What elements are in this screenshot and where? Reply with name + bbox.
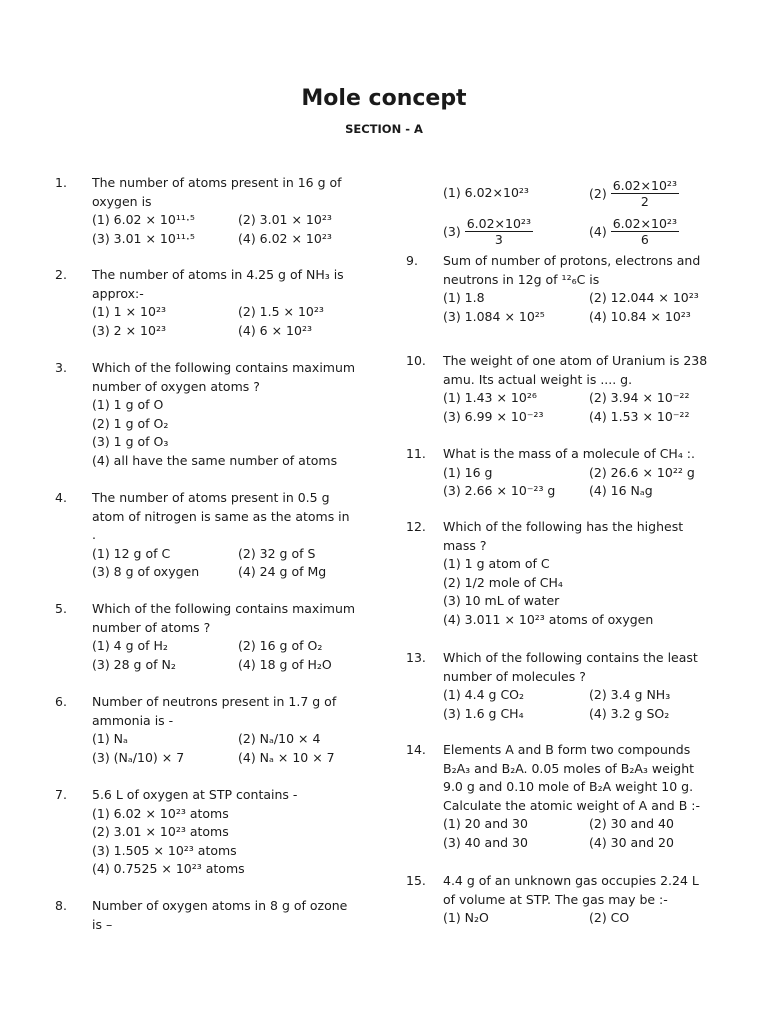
option-row: [92, 230, 412, 249]
answer-option: (3) 8 g of oxygen: [92, 564, 200, 579]
question-body: [92, 266, 412, 340]
question-body: [443, 872, 763, 928]
question-body: [443, 741, 763, 852]
option-row: [443, 482, 763, 501]
question-text-line: (2) 3.01 × 10²³ atoms: [92, 824, 229, 839]
question-text-line: The number of atoms present in 16 g of: [92, 175, 342, 190]
answer-option: (2) 3.94 × 10⁻²²: [589, 390, 690, 405]
question-text-line: (3) 10 mL of water: [443, 593, 560, 608]
question-text-line: 5.6 L of oxygen at STP contains -: [92, 787, 298, 802]
question-text-line: number of molecules ?: [443, 668, 586, 684]
question-body: [443, 518, 763, 629]
answer-option: (2) 1.5 × 10²³: [238, 304, 324, 319]
question-text-line: is –: [92, 916, 113, 932]
question-text-line: 9.0 g and 0.10 mole of B₂A weight 10 g.: [443, 779, 694, 794]
answer-option: (3) 40 and 30: [443, 834, 528, 850]
fraction-denominator: 6: [640, 232, 649, 247]
answer-option: (4) 10.84 × 10²³: [589, 308, 691, 324]
question-text-line: Which of the following contains maximum: [92, 601, 356, 616]
question-text-line: (1) 6.02 × 10²³ atoms: [92, 805, 229, 821]
option-row: [443, 308, 763, 327]
option-row: [92, 730, 412, 749]
question-text-line: (4) 3.011 × 10²³ atoms of oxygen: [443, 611, 654, 627]
option-row: [92, 545, 412, 564]
question-text-line: The number of atoms present in 0.5 g: [92, 490, 330, 505]
question-number: 2.: [55, 267, 67, 282]
question-number: 12.: [406, 519, 426, 534]
question-number: 14.: [406, 742, 426, 757]
option-row: [443, 834, 763, 853]
page-title: Mole concept: [301, 86, 467, 111]
answer-option: (4) 1.53 × 10⁻²²: [589, 408, 690, 424]
question-text-line: mass ?: [443, 537, 487, 553]
question-text-line: amu. Its actual weight is .... g.: [443, 371, 633, 387]
question-text-line: Which of the following contains the least: [443, 650, 698, 665]
question-number: 13.: [406, 650, 426, 665]
question-number: 15.: [406, 873, 426, 888]
answer-option: (2) 32 g of S: [238, 545, 316, 561]
fraction-numerator: 6.02×10²³: [612, 178, 677, 193]
section-heading: SECTION - A: [345, 122, 423, 136]
answer-option: (1) 12 g of C: [92, 545, 171, 561]
q8-option-1: (1) 6.02×10²³: [443, 185, 529, 200]
question-text-line: of volume at STP. The gas may be :-: [443, 891, 668, 907]
question-number: 4.: [55, 490, 67, 505]
question-text-line: Elements A and B form two compounds: [443, 742, 691, 757]
question-body: [92, 897, 412, 934]
answer-option: (2) 12.044 × 10²³: [589, 290, 699, 305]
fraction-denominator: 3: [494, 232, 503, 247]
question-text-line: Sum of number of protons, electrons and: [443, 253, 701, 268]
question-text-line: .: [92, 527, 96, 542]
answer-option: (1) 20 and 30: [443, 816, 528, 831]
question-text-line: approx:-: [92, 285, 144, 301]
question-text-line: Calculate the atomic weight of A and B :-: [443, 797, 700, 813]
question-text-line: The weight of one atom of Uranium is 238: [443, 353, 708, 368]
question-number: 6.: [55, 694, 67, 709]
question-text-line: neutrons in 12g of ¹²₆C is: [443, 271, 600, 287]
answer-option: (1) 4 g of H₂: [92, 638, 168, 653]
answer-option: (4) 24 g of Mg: [238, 564, 327, 579]
answer-option: (2) 26.6 × 10²² g: [589, 464, 695, 480]
question-text-line: number of oxygen atoms ?: [92, 378, 260, 394]
option-row: [443, 909, 763, 928]
option-row: [92, 303, 412, 322]
question-body: [92, 600, 412, 674]
answer-option: (1) Nₐ: [92, 731, 128, 746]
answer-option: (1) 1 × 10²³: [92, 304, 166, 319]
option-row: [443, 408, 763, 427]
question-text-line: (2) 1/2 mole of CH₄: [443, 574, 563, 590]
question-text-line: The number of atoms in 4.25 g of NH₃ is: [92, 267, 344, 282]
option-row: [443, 705, 763, 724]
option-row: [92, 211, 412, 230]
answer-option: (3) 1.084 × 10²⁵: [443, 308, 545, 324]
option-row: [92, 749, 412, 768]
fraction-numerator: 6.02×10²³: [466, 216, 531, 231]
option-row: [92, 656, 412, 675]
answer-option: (1) N₂O: [443, 910, 489, 925]
question-text-line: atom of nitrogen is same as the atoms in: [92, 508, 350, 524]
question-text-line: Which of the following has the highest: [443, 519, 684, 534]
answer-option: (4) 16 Nₐg: [589, 483, 653, 498]
question-text-line: (4) 0.7525 × 10²³ atoms: [92, 861, 245, 876]
question-number: 10.: [406, 353, 426, 368]
answer-option: (1) 1.8: [443, 290, 485, 305]
question-text-line: (2) 1 g of O₂: [92, 415, 169, 431]
option-row: [443, 686, 763, 705]
answer-option: (4) 30 and 20: [589, 834, 674, 850]
option-row: [92, 563, 412, 582]
option-row: [443, 815, 763, 834]
question-text-line: number of atoms ?: [92, 619, 211, 635]
question-text-line: What is the mass of a molecule of CH₄ :.: [443, 446, 695, 461]
question-body: [92, 786, 412, 879]
answer-option: (1) 6.02 × 10¹¹·⁵: [92, 212, 195, 227]
question-number: 11.: [406, 446, 426, 461]
answer-option: (2) 30 and 40: [589, 816, 674, 831]
question-body: [443, 252, 763, 326]
question-text-line: (3) 1 g of O₃: [92, 434, 169, 449]
answer-option: (2) 3.01 × 10²³: [238, 212, 332, 227]
question-body: [92, 359, 412, 470]
question-body: [443, 445, 763, 501]
answer-option: (1) 16 g: [443, 464, 493, 480]
question-text-line: oxygen is: [92, 193, 152, 209]
answer-option: (2) 16 g of O₂: [238, 638, 323, 653]
question-text-line: Which of the following contains maximum: [92, 360, 356, 375]
question-text-line: (3) 1.505 × 10²³ atoms: [92, 842, 237, 858]
fraction-numerator: 6.02×10²³: [612, 216, 677, 231]
q8-option-4: (4) $\frac{\text{6.02×10²³}}{6}$: [589, 216, 677, 247]
option-row: [443, 289, 763, 308]
question-text-line: (1) 1 g of O: [92, 397, 164, 412]
answer-option: (3) 2 × 10²³: [92, 322, 166, 338]
answer-option: (1) 4.4 g CO₂: [443, 687, 525, 702]
option-row: [443, 389, 763, 408]
question-body: [92, 489, 412, 582]
question-text-line: 4.4 g of an unknown gas occupies 2.24 L: [443, 873, 699, 888]
answer-option: (2) 3.4 g NH₃: [589, 687, 671, 702]
answer-option: (2) CO: [589, 910, 630, 925]
question-body: [92, 174, 412, 248]
question-body: [92, 693, 412, 767]
answer-option: (4) 3.2 g SO₂: [589, 705, 670, 721]
answer-option: (3) 6.99 × 10⁻²³: [443, 408, 544, 424]
answer-option: (3) (Nₐ/10) × 7: [92, 749, 185, 765]
answer-option: (4) 6 × 10²³: [238, 322, 312, 338]
question-text-line: (4) all have the same number of atoms: [92, 452, 338, 468]
question-body: [443, 352, 763, 426]
answer-option: (3) 3.01 × 10¹¹·⁵: [92, 230, 195, 246]
answer-option: (4) 6.02 × 10²³: [238, 230, 332, 246]
option-row: [92, 637, 412, 656]
question-text-line: B₂A₃ and B₂A. 0.05 moles of B₂A₃ weight: [443, 760, 695, 776]
answer-option: (2) Nₐ/10 × 4: [238, 731, 321, 746]
answer-option: (3) 2.66 × 10⁻²³ g: [443, 483, 556, 498]
answer-option: (3) 1.6 g CH₄: [443, 705, 524, 721]
question-body: [443, 649, 763, 723]
question-number: 7.: [55, 787, 67, 802]
q8-option-2: (2) $\frac{\text{6.02×10²³}}{2}$: [589, 178, 677, 209]
answer-option: (1) 1.43 × 10²⁶: [443, 390, 537, 405]
option-row: [92, 322, 412, 341]
question-number: 5.: [55, 601, 67, 616]
option-row: [443, 464, 763, 483]
question-number: 8.: [55, 898, 67, 913]
answer-option: (3) 28 g of N₂: [92, 656, 176, 672]
answer-option: (4) 18 g of H₂O: [238, 656, 332, 672]
question-text-line: Number of neutrons present in 1.7 g of: [92, 694, 337, 709]
question-text-line: ammonia is -: [92, 712, 174, 728]
answer-option: (4) Nₐ × 10 × 7: [238, 749, 335, 765]
question-number: 3.: [55, 360, 67, 375]
question-number: 9.: [406, 253, 418, 268]
question-number: 1.: [55, 175, 67, 190]
q8-option-3: (3) $\frac{\text{6.02×10²³}}{3}$: [443, 216, 531, 247]
question-text-line: (1) 1 g atom of C: [443, 556, 550, 571]
fraction-denominator: 2: [640, 194, 649, 209]
question-text-line: Number of oxygen atoms in 8 g of ozone: [92, 898, 348, 913]
